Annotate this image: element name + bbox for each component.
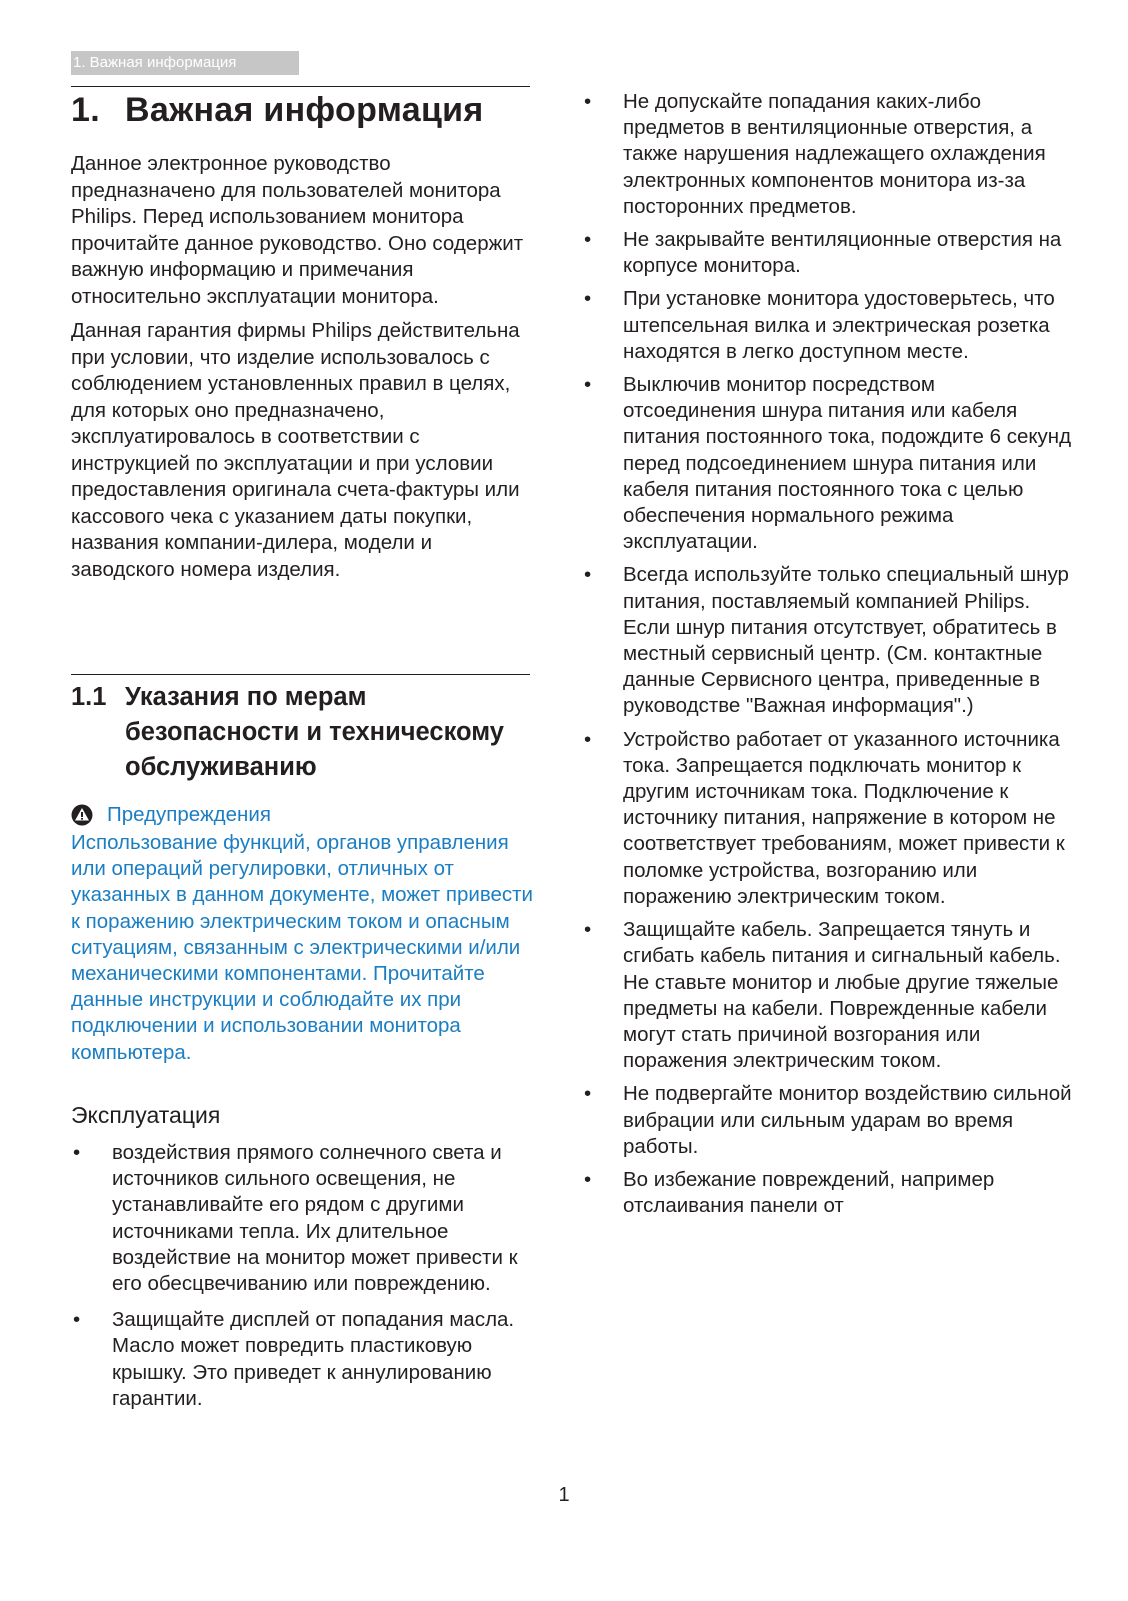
warning-heading-text: Предупреждения: [107, 803, 271, 826]
intro-paragraph: Данное электронное руководство предназначено для пользователей монитора Philips. Перед использованием монитора прочитайте данное руководство. Оно содержит важную информацию и примечания относительно эксплуатации монитора.: [71, 152, 524, 308]
list-item-text: Выключив монитор посредством отсоединения шнура питания или кабеля питания постоянного тока, подождите 6 секунд перед подсоединением шнура питания или кабеля питания постоянного тока с целью обеспечения нормального режима эксплуатации.: [623, 373, 1072, 554]
list-item: [582, 727, 1072, 910]
list-item-text: Защищайте дисплей от попадания масла. Масло может повредить пластиковую крышку. Это приведет к аннулированию гарантии.: [112, 1308, 515, 1410]
warning-triangle-icon: [71, 804, 93, 826]
section-title: Указания по мерам безопасности и техническому обслуживанию: [125, 683, 504, 781]
list-item-text: Не допускайте попадания каких-либо предметов в вентиляционные отверстия, а также нарушения надлежащего охлаждения электронных компонентов монитора из-за посторонних предметов.: [623, 90, 1046, 218]
page-title: [71, 84, 533, 131]
bullet-marker: •: [584, 228, 592, 252]
list-item: [71, 1140, 533, 1297]
section-number: 1.1: [71, 683, 107, 711]
bullet-marker: •: [584, 373, 592, 397]
bullet-marker: •: [584, 1082, 592, 1106]
right-column: [582, 84, 1072, 1226]
page-number: 1: [558, 1484, 570, 1506]
warning-text: Использование функций, органов управления или операций регулировки, отличных от указанных в данном документе, может привести к поражению электрическим током и опасным ситуациям, связанным с электрическими и/или механическими компонентами. Прочитайте данные инструкции и соблюдайте их при подключении и использовании монитора компьютера.: [71, 831, 533, 1064]
list-item: [71, 1307, 533, 1412]
bullet-marker: •: [584, 918, 592, 942]
list-item-text: Не закрывайте вентиляционные отверстия на корпусе монитора.: [623, 228, 1062, 278]
list-item-text: Не подвергайте монитор воздействию сильной вибрации или сильным ударам во время работы.: [623, 1082, 1072, 1158]
section-rule: [71, 674, 530, 675]
bullet-marker: •: [73, 1141, 81, 1164]
list-item: [582, 1081, 1072, 1160]
section-heading: [71, 680, 541, 785]
list-item-text: воздействия прямого солнечного света и источников сильного освещения, не устанавливайте его рядом с другими источниками тепла. Их длительное воздействие на монитор может привести к его обесцвечиванию или повреждению.: [112, 1141, 518, 1296]
list-item: [582, 1167, 1072, 1219]
list-item-text: Во избежание повреждений, например отслаивания панели от: [623, 1167, 995, 1218]
bullet-marker: •: [584, 727, 592, 751]
list-item-text: Защищайте кабель. Запрещается тянуть и сгибать кабель питания и сигнальный кабель. Не ставьте монитор и любые другие тяжелые предметы на кабели. Поврежденные кабели могут стать причиной возгорания или поражения электрическим током.: [623, 918, 1061, 1073]
list-item-text: Всегда используйте только специальный шнур питания, поставляемый компанией Philips. Если шнур питания отсутствует, обратитесь в местный сервисный центр. (См. контактные данные Сервисного центра, приведенные в руководстве "Важная информация".): [623, 563, 1069, 718]
list-item: [582, 562, 1072, 719]
bullet-marker: •: [584, 563, 592, 587]
list-item: [582, 89, 1072, 220]
page-title-text: Важная информация: [125, 91, 484, 129]
list-item-text: При установке монитора удостоверьтесь, что штепсельная вилка и электрическая розетка находятся в легко доступном месте.: [623, 287, 1055, 363]
page-title-number: 1.: [71, 91, 100, 129]
left-bullet-list: [71, 1140, 533, 1422]
list-item: [582, 917, 1072, 1074]
bullet-marker: •: [584, 1167, 592, 1191]
right-bullet-list: [582, 84, 1072, 1219]
warning-heading: [71, 802, 271, 828]
list-item: [582, 227, 1072, 279]
list-item: [582, 372, 1072, 555]
bullet-marker: •: [73, 1308, 81, 1332]
bullet-marker: •: [584, 287, 592, 311]
list-item: [582, 286, 1072, 365]
list-item-text: Устройство работает от указанного источника тока. Запрещается подключать монитор к другим источникам тока. Подключение к источнику питания, напряжение в котором не соответствует требованиям, может привести к поломке устройства, возгоранию или поражению электрическим током.: [623, 727, 1065, 908]
warranty-paragraph: Данная гарантия фирмы Philips действительна при условии, что изделие использовалось с соблюдением установленных правил в целях, для которых оно предназначено, эксплуатировалось в соответствии с инструкцией по эксплуатации и при условии предоставления оригинала счета-фактуры или кассового чека с указанием даты покупки, названия компании-дилера, модели и заводского номера изделия.: [71, 319, 520, 581]
operation-heading: Эксплуатация: [71, 1102, 221, 1128]
left-column: [71, 84, 533, 1410]
header-section-tab: 1. Важная информация: [71, 51, 299, 75]
bullet-marker: •: [584, 90, 592, 113]
